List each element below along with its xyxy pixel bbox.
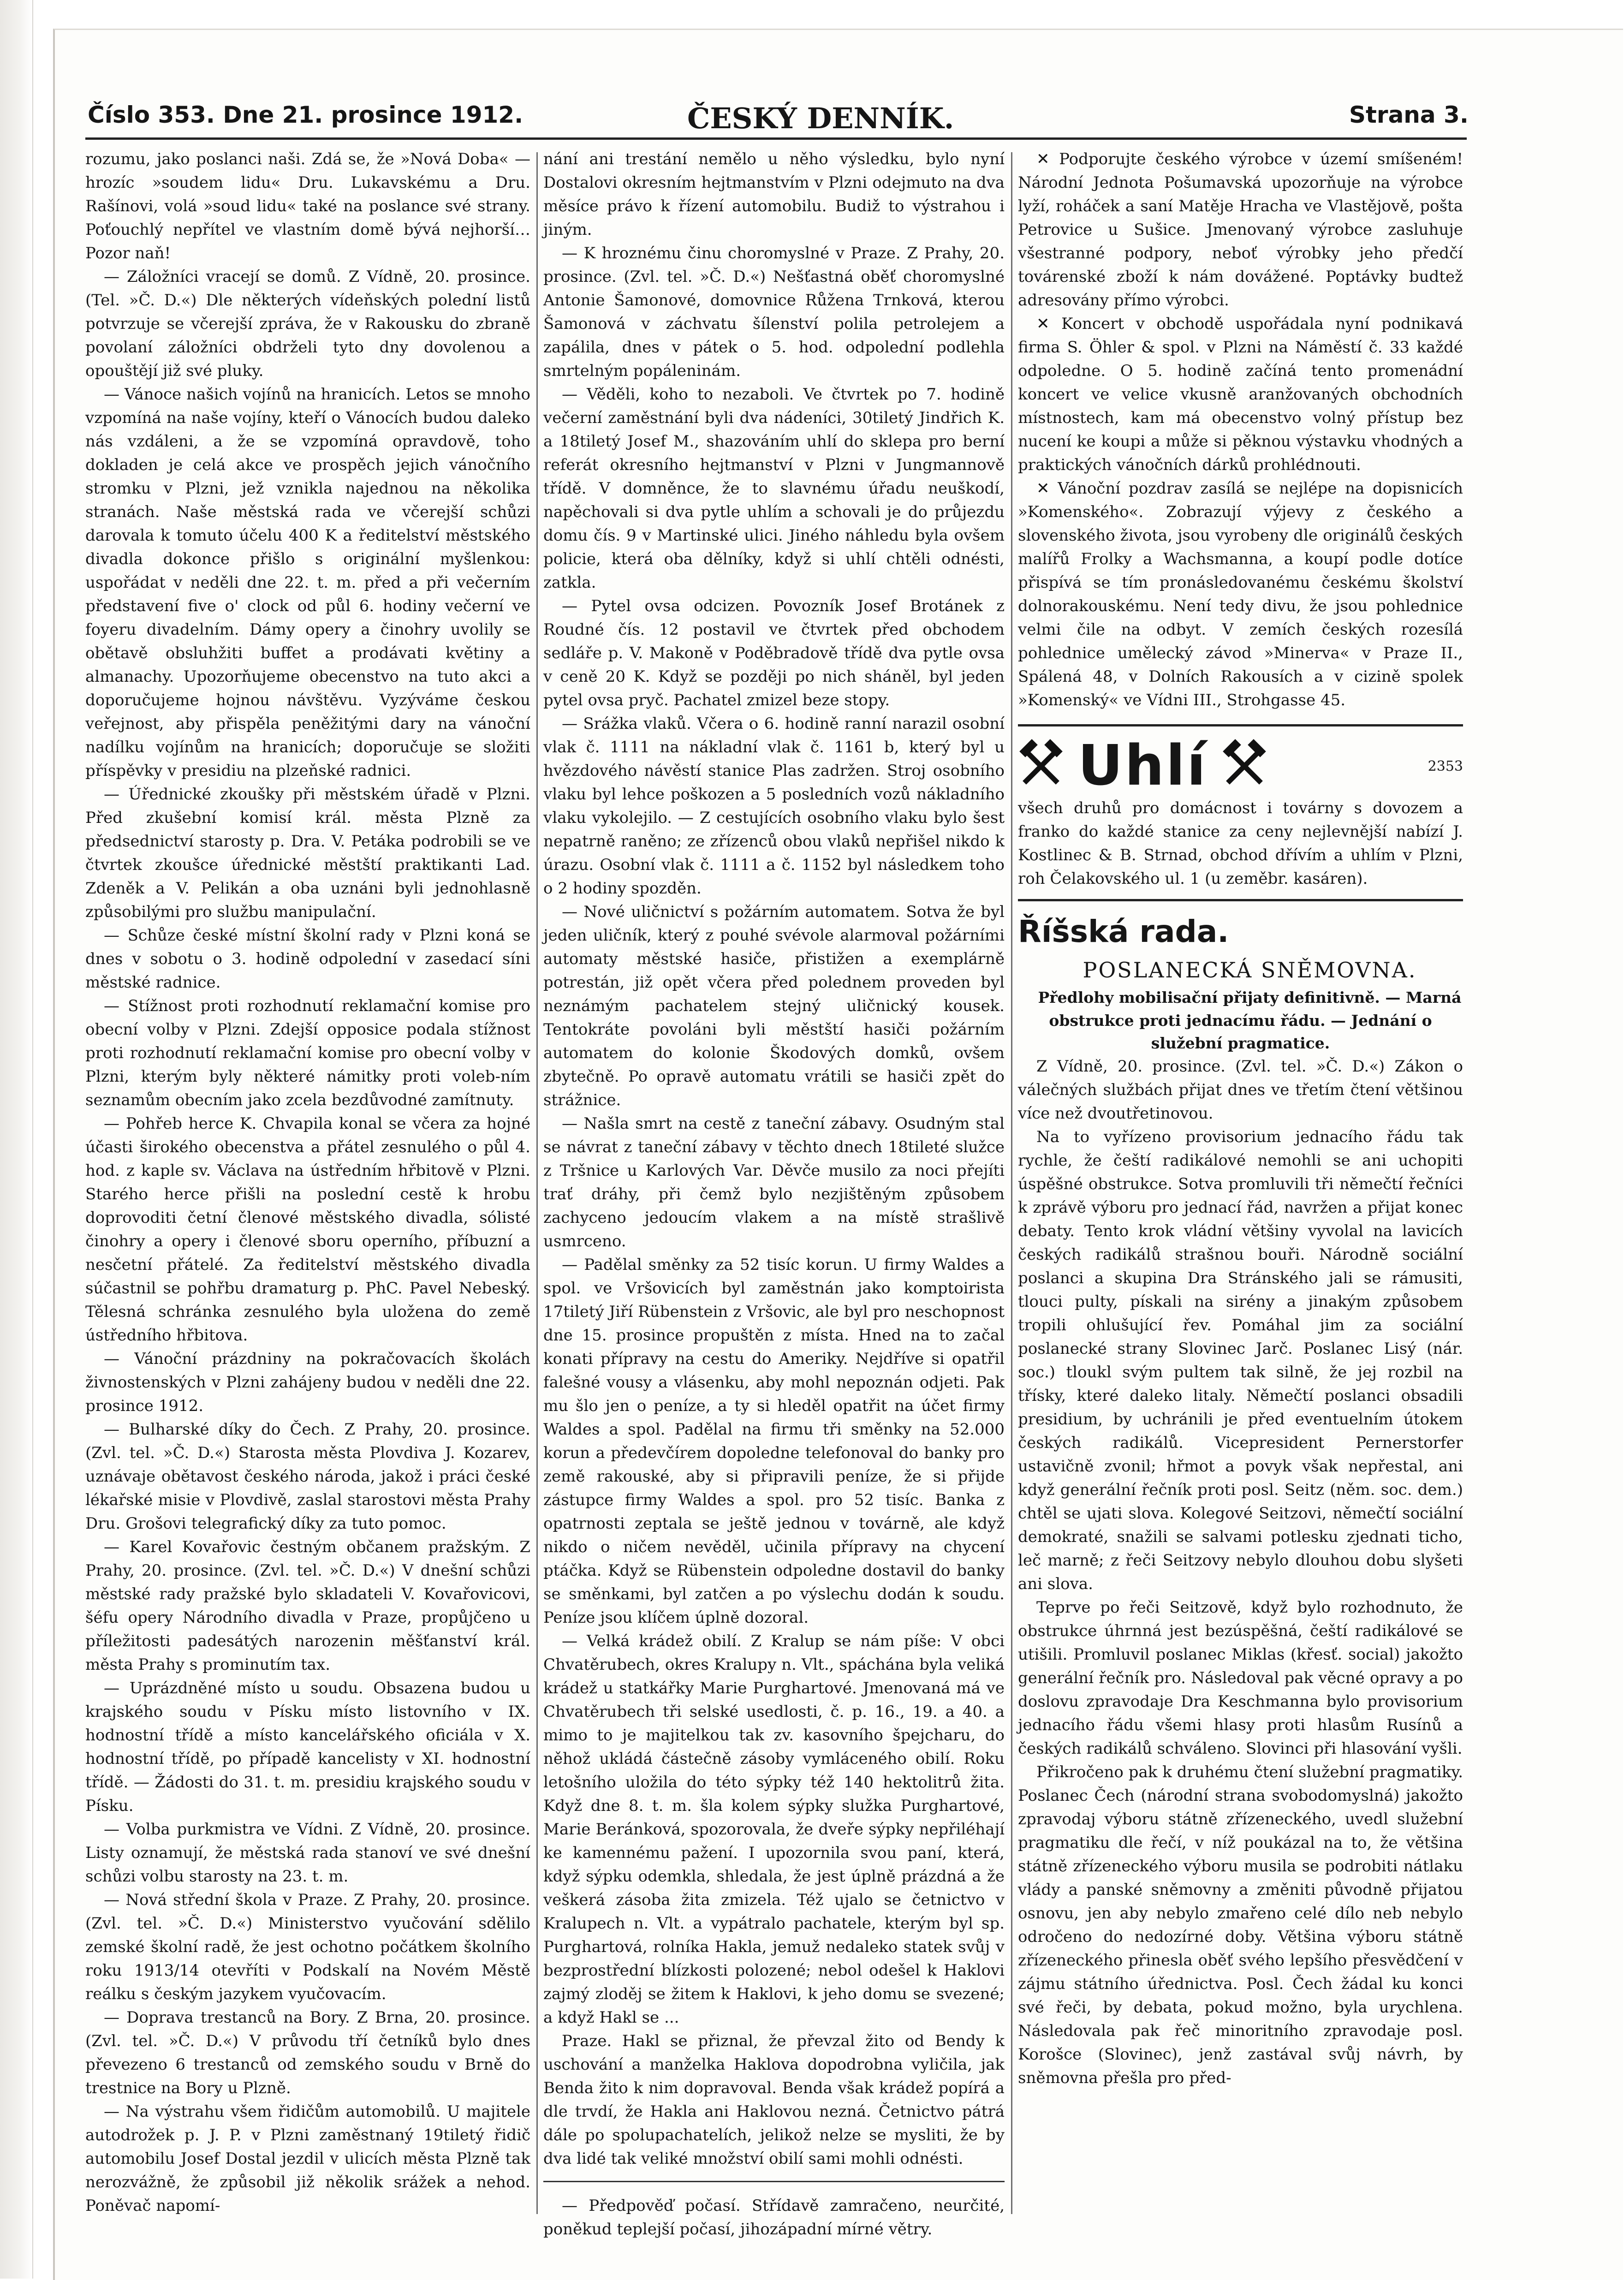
news-item: — Úřednické zkoušky při městském úřadě v Plzni. Před zkušební komisí král. města Plzně za předsednictví starosty p. Dra. V. Petáka podrobili se ve čtvrtek zkoušce úřednické městští praktikanti Lad. Zdeněk a V. Pelikán a oba uznáni byli jednohlasně způsobilými pro službu manipulační. bbox=[85, 785, 530, 921]
column-3 bbox=[1018, 148, 1463, 2168]
section-heading: Říšská rada. bbox=[1018, 914, 1229, 949]
news-item: Praze. Hakl se přiznal, že převzal žito od Bendy k uschování a manželka Haklova dopodrobna vyličila, jak Benda žito k nim dopravoval. Benda však krádež popírá a dle trvdí, že Hakla ani Haklovou nezná. Četnictvo pátrá dále po spolupachatelích, jelikož nelze se mysliti, že by dva lidé tak veliké množství obilí sami mohli odnésti. bbox=[543, 2032, 1005, 2168]
crossed-hammers-icon bbox=[1221, 743, 1267, 789]
ad-title-row bbox=[1018, 736, 1267, 797]
ad-number: 2353 bbox=[1428, 758, 1463, 774]
article-paragraph: rozumu, jako poslanci naši. Zdá se, že »Nová Doba« — hrozíc »soudem lidu« Dru. Lukavskému a Dru. Rašínovi, volá »soud lidu« také na poslance své strany. Poťouchlý nepřítel ve vlastním domě bývá nejhorší… Pozor naň! bbox=[85, 150, 530, 262]
news-item: ✕ Koncert v obchodě uspořádala nyní podnikavá firma S. Öhler & spol. v Plzni na Náměstí č. 33 každé odpoledne. O 5. hodině začíná tento promenádní koncert ve velice vkusně aranžovaných obchodních místnostech, kam má obecenstvo volný přístup bez nucení ke koupi a může si pěknou výstavku vhodných a praktických vánočních dárků prohlédnouti. bbox=[1018, 315, 1463, 474]
report-title: POSLANECKÁ SNĚMOVNA. bbox=[1083, 958, 1417, 983]
page-number: Strana 3. bbox=[1349, 101, 1469, 128]
report-subtitle: Předlohy mobilisační přijaty definitivně. — Marná obstrukce proti jednacímu řádu. — Jednání o služební pragmatice. bbox=[1038, 988, 1462, 1053]
report-paragraph: Přikročeno pak k druhému čtení služební pragmatiky. Poslanec Čech (národní strana svobodomyslná) jakožto zpravodaj výboru státně zřízeneckého, uvedl služební pragmatiku dle řečí, v níž poukázal na to, že většina státně zřízeneckého výboru musila se podrobiti nátlaku vlády a panské sněmovny a změniti původně přijatou osnovu, jen aby nebylo zmařeno celé dílo neb nebylo odročeno do nedozírné doby. Většina výboru státně zřízeneckého přinesla oběť svého lepšího přesvědčení v zájmu státního úřednictva. Posl. Čech žádal ku konci své řeči, by debata, pokud možno, byla urychlena. Následovala pak řeč minoritního zpravodaje posl. Korošce (Slovinec), jenž zastával svůj návrh, by sněmovna přešla pro před- bbox=[1018, 1762, 1463, 2087]
news-item: — Volba purkmistra ve Vídni. Z Vídně, 20. prosince. Listy oznamují, že městská rada stanoví ve své dnešní schůzi volbu starosty na 23. t. m. bbox=[85, 1820, 530, 1886]
news-item: — Našla smrt na cestě z taneční zábavy. Osudným stal se návrat z taneční zábavy v těchto dnech 18tileté služce z Tršnice u Karlových Var. Děvče musilo za noci přejíti trať dráhy, při čemž bylo nezjištěným způsobem zachyceno jedoucím vlakem a na místě strašlivě usmrceno. bbox=[543, 1114, 1005, 1250]
news-item: — Nová střední škola v Praze. Z Prahy, 20. prosince. (Zvl. tel. »Č. D.«) Ministerstvo vyučování sdělilo zemské školní radě, že jest ochotno počátkem školního roku 1913/14 otevříti v Podskalí na Novém Městě reálku s českým jazykem vyučovacím. bbox=[85, 1891, 530, 2003]
previous-page-edge bbox=[0, 0, 33, 2279]
news-item: — Doprava trestanců na Bory. Z Brna, 20. prosince. (Zvl. tel. »Č. D.«) V průvodu tří četníků bylo dnes převezeno 6 trestanců od zemského soudu v Brně do trestnice na Bory u Plzně. bbox=[85, 2008, 530, 2097]
article-paragraph: nání ani trestání nemělo u něho výsledku, bylo nyní Dostalovi okresním hejtmanstvím v Plzni odejmuto na dva měsíce právo k řízení automobilu. Budiž to výstrahou i jiným. bbox=[543, 150, 1005, 239]
news-item: — Pohřeb herce K. Chvapila konal se včera za hojné účasti širokého obecenstva a přátel zesnulého o půl 4. hod. z kaple sv. Václava na ústředním hřbitově v Plzni. Starého herce přišli na poslední cestě k hrobu doprovoditi četní členové městského divadla, sólisté činohry a opery i členové sboru operního, příbuzní a nesčetní přátelé. Za ředitelství městského divadla súčastnil se pohřbu dramaturg p. PhC. Pavel Nebeský. Tělesná schránka zesnulého byla uložena do země ústředního hřbitova. bbox=[85, 1114, 530, 1345]
ad-body: všech druhů pro domácnost i továrny s dovozem a franko do každé stanice za ceny nejlevnější nabízí J. Kostlinec & B. Strnad, obchod dřívím a uhlím v Plzni, roh Čelakovského ul. 1 (u zeměbr. kasáren). bbox=[1018, 799, 1463, 888]
news-item: — Velká krádež obilí. Z Kralup se nám píše: V obci Chvatěrubech, okres Kralupy n. Vlt., spáchána byla veliká krádež u statkářky Marie Purghartové. Jmenovaná má ve Chvatěrubech tři selské usedlosti, č. p. 16., 19. a 40. a mimo to je majitelkou tak zv. kasovního špejcharu, do něhož ukládá částečně zásoby vymláceného obilí. Roku letošního uložila do této sýpky též 140 hektolitrů žita. Když dne 8. t. m. šla kolem sýpky služka Purghartové, Marie Beránková, spozorovala, že dveře sýpky nepřiléhají ke kamennému pažení. I upozornila svou paní, která, když sýpku odemkla, shledala, že jest úplně prázdná a že veškerá zásoba žita zmizela. Též ujalo se četnictvo v Kralupech n. Vlt. a vypátralo pachatele, kterým byl sp. Purghartová, rolníka Hakla, jemuž nedaleko statek svůj v bezprostřední blízkosti polozené; nebol odešel k Haklovi zajmý zloděj se žitem k Haklovi, k jeho domu se svezené; a když Hakl se ... bbox=[543, 1632, 1005, 2027]
ad-header bbox=[1018, 736, 1463, 797]
ad-title: Uhlí bbox=[1078, 734, 1208, 798]
news-item: ✕ Podporujte českého výrobce v území smíšeném! Národní Jednota Pošumavská upozorňuje na výrobce lyží, roháček a saní Matěje Hracha ve Vlastějově, pošta Petrovice u Sušice. Jmenovaný výrobce zasluhuje všestranné podpory, neboť výrobky jeho předčí továrenské zboží k nám dovážené. Poptávky budtež adresovány přímo výrobci. bbox=[1018, 150, 1463, 310]
news-item: — Záložníci vracejí se domů. Z Vídně, 20. prosince. (Tel. »Č. D.«) Dle některých vídeňských polední listů potvrzuje se včerejší zpráva, že v Rakousku do zbraně povolaní záložníci obdrželi tyto dny dovolenou a opouštějí již své pluky. bbox=[85, 268, 530, 380]
report-paragraph: Z Vídně, 20. prosince. (Zvl. tel. »Č. D.«) Zákon o válečných službách přijat dnes ve třetím čtení většinou více než dvoutřetinovou. bbox=[1018, 1057, 1463, 1123]
news-item: — Věděli, koho to nezaboli. Ve čtvrtek po 7. hodině večerní zaměstnání byli dva nádeníci, 30tiletý Jindřich K. a 18tiletý Josef M., shazováním uhlí do sklepa pro berní referát okresního hejtmanství v Plzni v Jungmannově třídě. V domněnce, že to slavnému úřadu neuškodí, napěchovali si dva pytle uhlím a schovali je do průjezdu domu čís. 9 v Martinské ulici. Jiného náhledu byla ovšem policie, která oba dělníky, když si uhlí chtěli odnésti, zatkla. bbox=[543, 385, 1005, 592]
news-item: — Bulharské díky do Čech. Z Prahy, 20. prosince. (Zvl. tel. »Č. D.«) Starosta města Plovdiva J. Kozarev, uznávaje obětavost českého národa, jakož i práci české lékařské misie v Plovdivě, zaslal starostovi města Prahy Dru. Grošovi telegrafický díky za tuto pomoc. bbox=[85, 1420, 530, 1533]
news-item: — Pytel ovsa odcizen. Povozník Josef Brotánek z Roudné čís. 12 postavil ve čtvrtek před obchodem sedláře p. V. Makoně v Poděbradově třídě dva pytle ovsa v ceně 20 K. Když se později po nich sháněl, byl jeden pytel ovsa pryč. Pachatel zmizel beze stopy. bbox=[543, 597, 1005, 709]
column-divider bbox=[536, 152, 538, 2214]
section-rule bbox=[543, 2181, 1005, 2182]
weather-forecast: — Předpověď počasí. Střídavě zamračeno, neurčité, poněkud teplejší počasí, jihozápadní mírné větry. bbox=[543, 2197, 1005, 2238]
column-1 bbox=[85, 148, 530, 2215]
news-item: — Stížnost proti rozhodnutí reklamační komise pro obecní volby v Plzni. Zdejší opposice podala stížnost proti rozhodnutí reklamační komise pro obecní volby v Plzni, kterým byly některé námitky proti voleb-ním seznamům obecním jako zcela bezdůvodné zamítnuty. bbox=[85, 997, 530, 1109]
news-item: — Uprázdněné místo u soudu. Obsazena budou u krajského soudu v Písku místo listovního v IX. hodnostní třídě a místo kancelářského oficiála v X. hodnostní třídě, po případě kancelisty v XI. hodnostní třídě. — Žádosti do 31. t. m. presidiu krajského soudu v Písku. bbox=[85, 1679, 530, 1815]
news-item: — Karel Kovařovic čestným občanem pražským. Z Prahy, 20. prosince. (Zvl. tel. »Č. D.«) V dnešní schůzi městské rady pražské bylo skladateli V. Kovařovicovi, šéfu opery Národního divadla v Praze, propůjčeno u příležitosti padesátých narozenin měšťanství král. města Prahy s prominutím tax. bbox=[85, 1538, 530, 1674]
news-item: ✕ Vánoční pozdrav zasílá se nejlépe na dopisnicích »Komenského«. Zobrazují výjevy z českého a slovenského života, jsou vyrobeny dle originálů českých malířů Frolky a Wachsmanna, a koupí podle dotíce přispívá se tím pronásledovanému českému školství dolnorakouskému. Není tedy divu, že jsou pohlednice velmi čile na odbyt. V zemích českých rozesílá pohlednice umělecký závod »Minerva« v Praze II., Spálená 48, v Dolních Rakousích a v cizině spolek »Komenský« ve Vídni III., Strohgasse 45. bbox=[1018, 479, 1463, 709]
news-item: — Vánoční prázdniny na pokračovacích školách živnostenských v Plzni zahájeny budou v neděli dne 22. prosince 1912. bbox=[85, 1350, 530, 1415]
issue-date: Číslo 353. Dne 21. prosince 1912. bbox=[88, 101, 523, 128]
news-item: — Nové uličnictví s požárním automatem. Sotva že byl jeden uličník, který z pouhé svévole alarmoval požárními automaty městské hasiče, přistižen a exemplárně potrestán, již opět včera před polednem proveden byl neznámým pachatelem stejný uličnický kousek. Tentokráte povoláni byli městští hasiči požárním automatem do kolonie Škodových domků, ovšem zbytečně. Po opravě automatu vrátili se hasiči zpět do strážnice. bbox=[543, 903, 1005, 1109]
news-item: — Vánoce našich vojínů na hranicích. Letos se mnoho vzpomíná na naše vojíny, kteří o Vánocích budou daleko nás vzdáleni, a že se vzpomíná opravdově, toho dokladen je celá akce ve prospěch jejich vánočního stromku v Plzni, jež vznikla najednou na několika stranách. Naše městská rada ve včerejší schůzi darovala k tomuto účelu 400 K a ředitelství městského divadla dokonce přišlo s originální myšlenkou: uspořádat v neděli dne 22. t. m. před a při večerním představení five o' clock od půl 6. hodiny večerní ve foyeru divadelním. Dámy opery a činohry uvolily se obětavě obsluhžiti buffet a prodávati květiny a almanachy. Upozorňujeme obecenstvo na tuto akci a doporučujeme hojnou návštěvu. Vyzýváme českou veřejnost, aby přispěla peněžitými dary na vánoční nadílku vojínům na hranicích; doporučuje se složiti příspěvky v presidiu na plzeňské radnici. bbox=[85, 385, 530, 780]
crossed-hammers-icon bbox=[1018, 743, 1064, 789]
masthead-title: ČESKÝ DENNÍK. bbox=[687, 101, 954, 135]
news-item: — Schůze české místní školní rady v Plzni koná se dnes v sobotu o 3. hodině odpolední v zasedací síni městské radnice. bbox=[85, 926, 530, 992]
column-divider bbox=[1011, 152, 1012, 2214]
news-item: — K hroznému činu choromyslné v Praze. Z Prahy, 20. prosince. (Zvl. tel. »Č. D.«) Nešťastná oběť choromyslné Antonie Šamonové, domovnice Růžena Trnková, kterou Šamonová v záchvatu šílenství polila petrolejem a zapálila, dnes v pátek o 5. hod. odpolední podlehla smrtelným popáleninám. bbox=[543, 244, 1005, 380]
coal-advertisement bbox=[1018, 724, 1463, 901]
report-paragraph: Na to vyřízeno provisorium jednacího řádu tak rychle, že čeští radikálové nemohli se ani uchopiti úspěšné obstrukce. Sotva promluvili tři němečtí řečníci k zprávě výboru pro jednací řád, navržen a přijat konec debaty. Tento krok vládní většiny vyvolal na lavicích českých radikálů strašnou bouři. Národně sociální poslanci a skupina Dra Stránského jali se rámusiti, tlouci pulty, pískali na sirény a jinakým způsobem tropili ohlušující řev. Pomáhal jim za sociální poslanecké strany Slovinec Jarč. Poslanec Lisý (nár. soc.) tloukl svým pultem tak silně, že jej rozbil na třísky, které daleko litaly. Němečtí poslanci obsadili presidium, by uchránili je před eventuelním útokem českých radikálů. Vicepresident Pernerstorfer ustavičně zvonil; hřmot a povyk však nepřestal, ani když generální řečník proti posl. Seitz (něm. soc. dem.) chtěl se ujati slova. Kolegové Seitzovi, němečtí sociální demokraté, snažili se salvami potlesku zjednati ticho, leč marně; z řeči Seitzovy nebylo dlouhou dobu slyšeti ani slova. bbox=[1018, 1127, 1463, 1593]
column-2 bbox=[543, 148, 1005, 2238]
news-item: — Na výstrahu všem řidičům automobilů. U majitele autodrožek p. J. P. v Plzni zaměstnaný 19tiletý řidič automobilu Josef Dostal jezdil v ulicích města Plzně tak nerozvážně, že způsobil již několik srážek a nehod. Poněvač napomí- bbox=[85, 2102, 530, 2215]
news-item: — Padělal směnky za 52 tisíc korun. U firmy Waldes a spol. ve Vršovicích byl zaměstnán jako komptoirista 17tiletý Jiří Rübenstein z Vršovic, ale byl pro neschopnost dne 15. prosince propuštěn z místa. Hned na to začal konati přípravy na cestu do Ameriky. Nejdříve si opatřil falešné vousy a vlásenku, aby mohl nepoznán odjeti. Pak mu šlo jen o peníze, a ty si hleděl opatřit na účet firmy Waldes a spol. Padělal na firmu tři směnky na 52.000 korun a předevčírem dopoledne telefonoval do banky pro země rakouské, aby si připravili peníze, že si přijde zástupce firmy Waldes a spol. pro 52 tisíc. Banka z opatrnosti zeptala se ještě jednou v továrně, ale když nikdo o ničem nevěděl, učinila přípravy na chycení ptáčka. Když se Rübenstein odpoledne dostavil do banky se směnkami, byl zatčen a po výslechu dodán k soudu. Peníze jsou klíčem úplně dozoral. bbox=[543, 1256, 1005, 1627]
report-paragraph: Teprve po řeči Seitzově, když bylo rozhodnuto, že obstrukce úhrnná jest bezúspěšná, čeští radikálové se utišili. Promluvil poslanec Miklas (křesť. social) jakožto generální řečník pro. Následoval pak věcné opravy a po doslovu zpravodaje Dra Keschmanna bylo provisorium jednacího řádu všemi hlasy proti hlasům Rusínů a českých radikálů schváleno. Slovinci při hlasování vyšli. bbox=[1018, 1598, 1463, 1758]
news-item: — Srážka vlaků. Včera o 6. hodině ranní narazil osobní vlak č. 1111 na nákladní vlak č. 1161 b, který byl u hvězdového návěstí stanice Plas zadržen. Stroj osobního vlaku byl lehce poškozen a 5 posledních vozů nákladního vlaku vykolejilo. — Z cestujících osobního vlaku bylo šest nepatrně raněno; ze zřízenců obou vlaků nepřišel nikdo k úrazu. Osobní vlak č. 1111 a č. 1152 byl následkem toho o 2 hodiny spozděn. bbox=[543, 714, 1005, 898]
header-rule bbox=[85, 137, 1467, 140]
